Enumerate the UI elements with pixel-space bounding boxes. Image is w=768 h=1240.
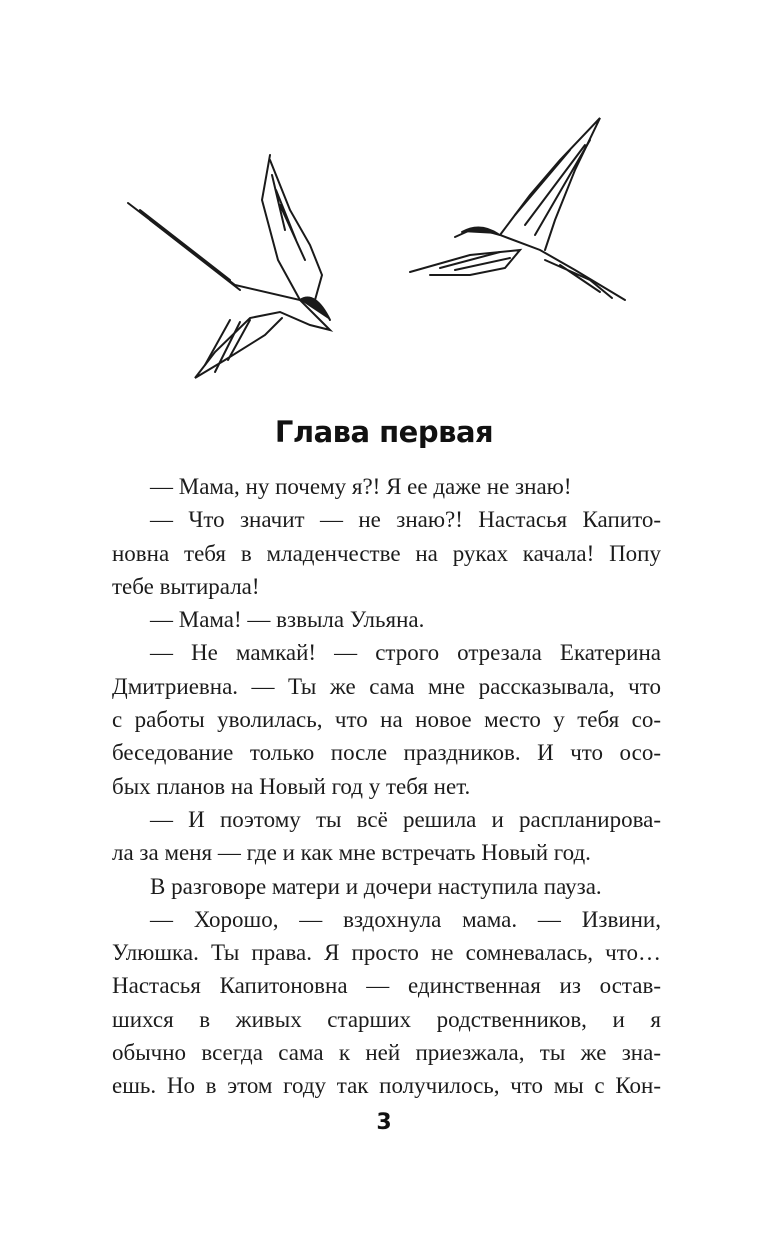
text-line: — Мама, ну почему я?! Я ее даже не знаю! bbox=[150, 474, 572, 499]
swallows-illustration bbox=[0, 100, 768, 400]
chapter-title: Глава первая bbox=[274, 415, 494, 449]
paragraph bbox=[112, 903, 661, 1103]
text-line: ешь. Но в этом году так получилось, что мы с Кон- bbox=[112, 1073, 661, 1099]
text-line: В разговоре матери и дочери наступила пауза. bbox=[150, 873, 602, 899]
paragraph bbox=[112, 503, 661, 603]
chapter-body-text bbox=[112, 470, 661, 1103]
text-line: тебе вытирала! bbox=[112, 573, 260, 599]
swallow-right-icon bbox=[410, 118, 625, 300]
text-line: — Что значит — не знаю?! Настасья Капито- bbox=[150, 507, 661, 533]
paragraph bbox=[112, 870, 661, 903]
text-line: Улюшка. Ты права. Я просто не сомневалась, что… bbox=[112, 940, 661, 966]
paragraph bbox=[112, 470, 661, 503]
text-line: — Не мамкай! — строго отрезала Екатерина bbox=[150, 640, 661, 666]
text-line: — И поэтому ты всё решила и распланирова- bbox=[150, 806, 661, 832]
text-line: бых планов на Новый год у тебя нет. bbox=[112, 773, 471, 799]
swallow-left-icon bbox=[128, 155, 330, 378]
text-line: новна тебя в младенчестве на руках качала! Попу bbox=[112, 540, 661, 566]
text-line: Дмитриевна. — Ты же сама мне рассказывала, что bbox=[112, 673, 661, 699]
text-line: с работы уволилась, что на новое место у тебя со- bbox=[112, 707, 661, 733]
text-line: беседование только после праздников. И что осо- bbox=[112, 740, 661, 766]
text-line: обычно всегда сама к ней приезжала, ты же зна- bbox=[112, 1040, 661, 1066]
paragraph bbox=[112, 603, 661, 636]
page-number: 3 bbox=[376, 1110, 392, 1135]
text-line: шихся в живых старших родственников, и я bbox=[112, 1006, 661, 1032]
paragraph bbox=[112, 803, 661, 870]
paragraph bbox=[112, 636, 661, 802]
text-line: Настасья Капитоновна — единственная из остав- bbox=[112, 973, 661, 999]
text-line: — Хорошо, — вздохнула мама. — Извини, bbox=[150, 906, 661, 932]
text-line: — Мама! — взвыла Ульяна. bbox=[150, 607, 425, 633]
text-line: ла за меня — где и как мне встречать Новый год. bbox=[112, 840, 591, 866]
